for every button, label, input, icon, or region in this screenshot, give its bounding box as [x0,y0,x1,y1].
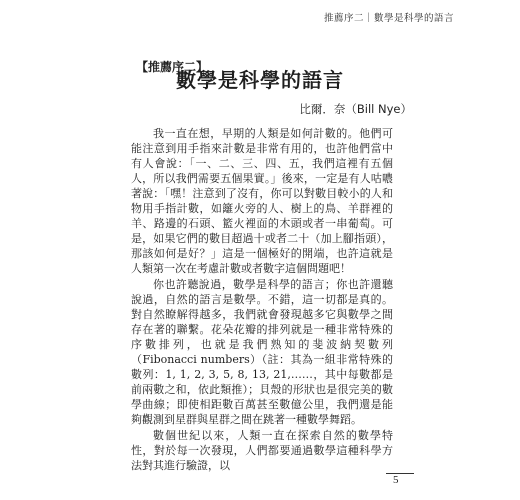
running-head: 推薦序二｜數學是科學的語言 [323,13,454,24]
author-name: 比爾．奈（Bill Nye） [299,102,412,116]
article-body [131,126,393,474]
page-number: 5 [393,474,399,486]
section-label: 【推薦序二】 [136,60,209,74]
paragraph: 你也許聽說過，數學是科學的語言；你也許還聽說過，自然的語言是數學。不錯，這一切都是真的。對自然瞭解得越多，我們就會發現越多它與數學之間存在著的聯繫。花朵花瓣的排列就是一種非常特殊的序數排列，也就是我們熟知的斐波納契數列（Fibonacci numbers）（註：其為一組非常特殊的數列：1, 1, 2, 3, 5, 8, 13, 21,……，其中每數都是前兩數之和，依此類推）；貝殼的形狀也是很完美的數學曲線；即使相距數百萬甚至數億公里，我們還是能夠觀測到星群與星群之間在跳著一種數學舞蹈。 [131,278,393,426]
article-title: 數學是科學的語言 [176,68,344,92]
page-number-rule [386,473,414,474]
paragraph: 數個世紀以來，人類一直在探索自然的數學特性，對於每一次發現，人們都要通過數學這種科學方法對其進行驗證，以 [131,429,393,472]
paragraph: 我一直在想，早期的人類是如何計數的。他們可能注意到用手指來計數是非常有用的，也許他們當中有人會說：「一、二、三、四、五，我們這裡有五個人，所以我們需要五個果實。」後來，一定是有人咕噥著說：「嘿！注意到了沒有，你可以對數目較小的人和物用手指計數，如籬火旁的人、樹上的鳥、羊群裡的羊、路邊的石頭、籃火裡面的木頭或者一串葡萄。可是，如果它們的數目超過十或者二十（加上腳指頭），那該如何是好？」這是一個極好的開端，也許這就是人類第一次在考慮計數或者數字這個問題吧！ [131,127,393,275]
